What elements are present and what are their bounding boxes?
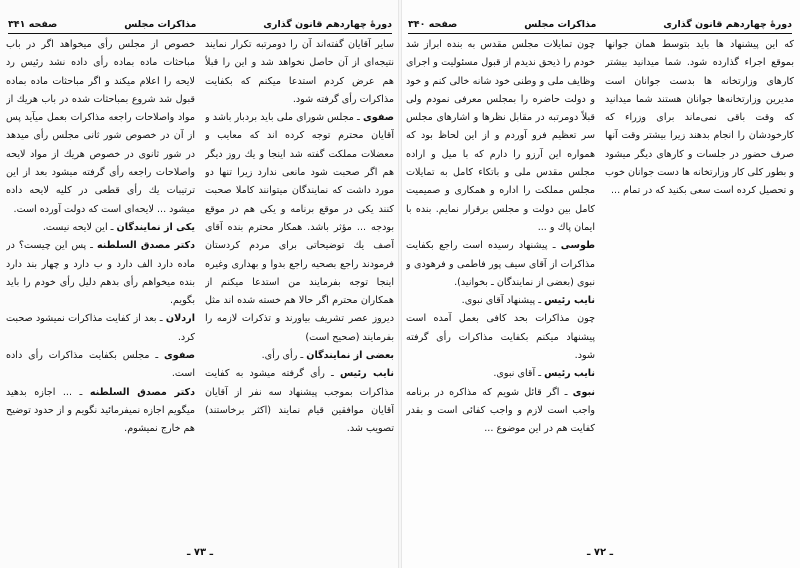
page-footer-number: ـ ۷۲ ـ [586,547,614,558]
paragraph-text: چون مذاکرات بحد کافی بعمل آمده است پیشنهاد میکنم بکفایت مذاکرات رأی گرفته شود. [406,313,595,362]
paragraph [205,36,394,109]
speaker-name: صفوی [164,350,195,362]
text-column [406,36,595,536]
paragraph-text: ـ بعد از کفایت مذاکرات نمیشود صحبت کرد. [6,313,195,343]
page-columns [406,36,794,536]
paragraph [406,384,595,439]
paragraph-text: ـ مجلس بکفایت مذاکرات رأی داده است. [6,350,195,380]
speaker-name: صفوی [363,112,394,124]
text-column [205,36,394,536]
paragraph [205,109,394,347]
paragraph-text: ـ آقای نبوی. [493,368,545,380]
paragraph-text: سایر آقایان گفته‌اند آن را دومرتبه تکرار نمایند نتیجه‌ای از آن حاصل نخواهد شد و این را قبلاً هم عرض کردم استدعا میکنم که بکفایت مذاکرات رأی گرفته شود. [205,39,394,105]
paragraph [6,347,195,384]
page-number: صفحه ۳۴۱ [8,19,58,30]
right-page [400,0,800,568]
paragraph [406,36,595,237]
volume-title: دورهٔ چهاردهم قانون گذاری [663,19,792,30]
paragraph [406,237,595,292]
speaker-name: دکتر مصدق السلطنه [96,240,195,252]
text-column [605,36,794,536]
speaker-name: طوسی [560,240,595,252]
page-columns [6,36,394,536]
paragraph-text: که این پیشنهاد ها باید بتوسط همان جوانها بموقع اجراء گذارده شود. شما میدانید بیشتر کارهای وزارتخانه ها بدست جوانان است مدیرین وزارتخانه‌ها جوانان هستند شما میدانید که وقت باقی نمی‌ماند برای وزراء که کارخودشان را انجام بدهند زیرا بیشتر وقت آنها صرف حضور در جلسات و کارهای دیگر میشود و بطور کلی کار وزارتخانه ها دست جوانان خوب و تحصیل کرده است سعی بکنید که در تمام ... [605,39,794,197]
paragraph-text: خصوص از مجلس رأی میخواهد اگر در باب مباحثات ماده بماده رأی داده نشد رئیس رد لایحه را اعلام میکند و اگر مباحثات ماده بماده قبول شد شروع بمباحثات شده در باب هریك از مواد واصلاحات راجعه مذاکرات بعمل میآید پس از آن در خصوص شور ثانی مجلس رأی میدهد در شور ثانوی در خصوص هریك از مواد لایحه واصلاحات راجعه رأی گرفته میشود بعد از این ترتیبات یك رأی قطعی در کلیه لایحه داده میشود ... لایحه‌ای است که دولت آورده است. [6,39,195,215]
paragraph-text: ـ پیشنهاد آقای نبوی. [461,295,545,307]
paragraph-text: چون تمایلات مجلس مقدس به بنده ابراز شد خودم را ذیحق ندیدم از قبول مسئولیت و اجرای وظایف ملی و وطنی خود شانه خالی کنم و خود و دولت حاضره را بمجلس معرفی نمودم ولی قبلاً دومرتبه در مقابل نظرها و اشارهای مجلس سر تعظیم فرو آوردم و از این لحاظ بود که همواره این آرزو را دارم که با میل و اراده مجلس مقدس ملی و باتکاء کامل به تمایلات مجلس مملکت را اداره و همکاری و صمیمیت کامل بین دولت و مجلس برقرار نمایم. بنده با ایمان پاك و ... [406,39,595,233]
speaker-name: یکی از نمایندگان [116,221,195,233]
paragraph [6,384,195,439]
speaker-name: نایب رئیس [544,368,595,380]
paragraph [6,310,195,347]
paragraph-text: ـ پس این چیست؟ در ماده دارد الف دارد و ب دارد و چهار بند دارد بنده میخواهم رأی بدهم دلیل رأی خودم را باید بگویم. [6,240,195,307]
paragraph [605,36,794,201]
page-number: صفحه ۳۴۰ [408,19,458,30]
book-gutter [398,0,402,568]
paragraph [406,365,595,383]
running-title: مذاکرات مجلس [524,19,597,30]
paragraph-text: ـ این لایحه نیست. [42,221,117,233]
speaker-name: دکتر مصدق السلطنه [89,386,195,398]
paragraph [6,237,195,310]
paragraph-text: ـ اگر قائل شویم که مذاکره در برنامه واجب است لازم و واجب کفائی است و بقدر کفایت هم در این موضوع ... [406,386,595,435]
page-header [8,16,392,34]
speaker-name: نایب رئیس [544,295,595,307]
speaker-name: بعضی از نمایندگان [306,350,394,362]
paragraph [406,310,595,365]
paragraph [6,219,195,237]
paragraph-text: ـ ... اجازه بدهید میگویم اجازه نمیفرمائید نگویم و از حدود توضیح هم خارج نمیشوم. [6,386,195,435]
volume-title: دورهٔ چهاردهم قانون گذاری [263,19,392,30]
running-title: مذاکرات مجلس [124,19,197,30]
paragraph-text: ـ رأی رأی. [261,350,307,362]
paragraph [406,292,595,310]
paragraph-text: ـ مجلس شورای ملی باید بردبار باشد و آقایان محترم توجه کرده اند که معایب و معضلات مملکت گفته شد اینجا و یك روز دیگر هم اگر صحبت شود مانعی ندارد زیرا تنها دو مورد داشت که نمایندگان میتوانند کاملا صحبت کنند یکی در موقع برنامه و یکی هم در موقع بودجه ... مؤثر باشد. همکار محترم بنده آقای آصف یك توضیحاتی برای مردم کردستان فرمودند راجع بصحیه راجع بدوا و بهداری وغیره اینجا توجه بفرمایند من استدعا میکنم از همکاران محترم اگر حالا هم خسته شده اند مثل دیروز عصر تشریف بیاورند و تذکرات لازمه را بفرمایند (صحیح است) [205,112,394,343]
paragraph [205,347,394,365]
page-footer-number: ـ ۷۳ ـ [186,547,214,558]
page-header [408,16,792,34]
paragraph-text: ـ رأی گرفته میشود به کفایت مذاکرات بموجب پیشنهاد سه نفر از آقایان آقایان موافقین قیام نمایند (اکثر برخاستند) تصویب شد. [205,368,394,435]
text-column [6,36,195,536]
speaker-name: نبوی [572,386,595,398]
paragraph-text: ـ پیشنهاد رسیده است راجع بکفایت مذاکرات از آقای سیف پور فاطمی و فرهودی و نبوی (بعضی از نمایندگان ـ بخوانید). [406,240,595,288]
speaker-name: اردلان [165,313,195,325]
paragraph [6,36,195,219]
speaker-name: نایب رئیس [340,368,394,380]
paragraph [205,365,394,438]
